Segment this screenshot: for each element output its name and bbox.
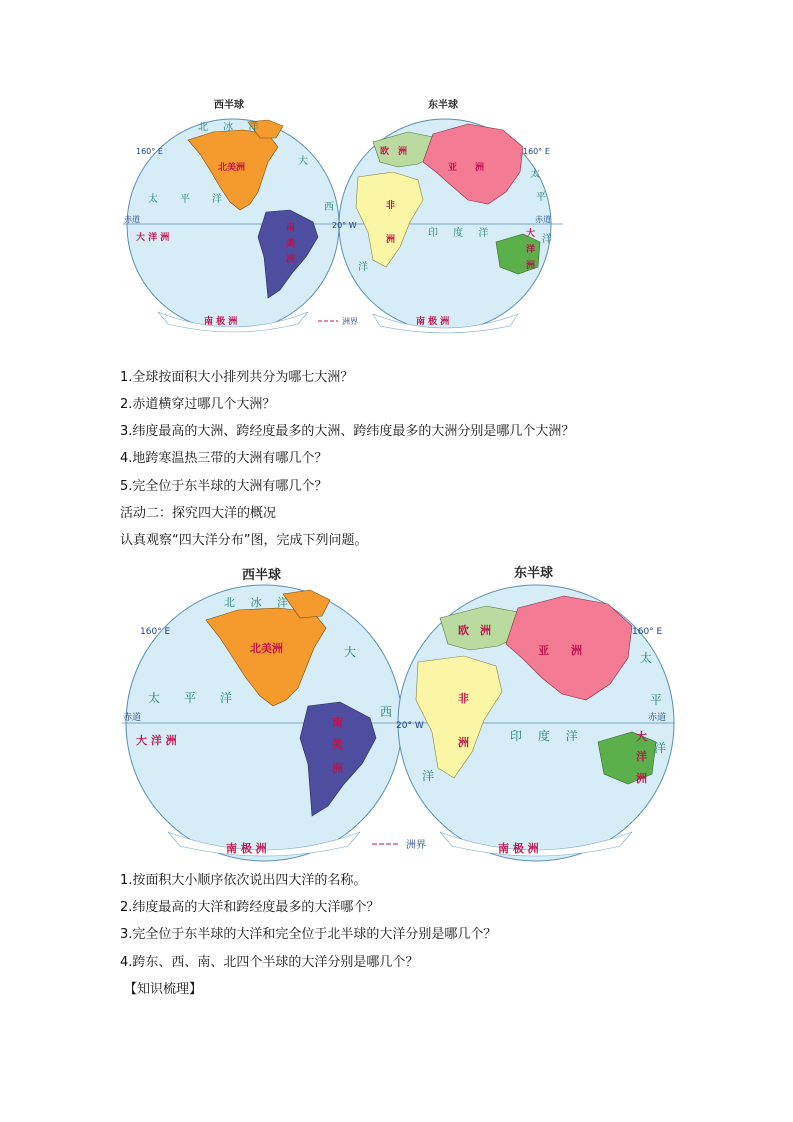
pacific-east-label-2: 平 — [536, 192, 552, 203]
lbl-equator-left-2: 赤道 — [123, 713, 142, 723]
antarctica-west-label-2: 南 极 洲 — [226, 842, 267, 855]
question-1-2: 2.赤道横穿过哪几个大洲？ — [120, 397, 276, 412]
pacific-east-label-3-2: 洋 — [654, 741, 673, 755]
legend-label-2: 洲界 — [406, 840, 426, 851]
africa-label-2: 洲 — [386, 235, 396, 245]
south-america-label-2-2: 美 — [332, 738, 343, 751]
pacific-east-label-2-2: 平 — [650, 693, 669, 707]
lbl-equator-left: 赤道 — [124, 215, 140, 224]
question-2-3: 3.完全位于东半球的大洋和完全位于北半球的大洋分别是哪几个？ — [120, 927, 497, 942]
twin-hemisphere-map-2 — [118, 560, 678, 865]
north-america-label: 北美洲 — [218, 163, 246, 173]
atlantic-west-label: 大 — [298, 156, 314, 167]
indian-ocean-label-2: 印 度 洋 — [510, 729, 584, 743]
oceania-label-1-2: 大 — [636, 730, 647, 743]
activity-instruction: 认真观察“四大洋分布”图，完成下列问题。 — [120, 533, 368, 548]
twin-hemisphere-map — [118, 92, 568, 342]
question-1-3: 3.纬度最高的大洲、跨经度最多的大洲、跨纬度最多的大洲分别是哪几个大洲？ — [120, 424, 575, 439]
activity-title: 活动二：探究四大洋的概况 — [120, 506, 277, 521]
pacific-west-label: 太 平 洋 — [148, 194, 228, 205]
antarctica-west-label: 南 极 洲 — [204, 317, 238, 327]
south-america-label-2: 美 — [286, 239, 296, 249]
atlantic-west-label-2: 大 — [344, 645, 363, 659]
lbl-160e-right: 160° E — [523, 147, 550, 156]
question-1-1: 1.全球按面积大小排列共分为哪七大洲？ — [120, 370, 354, 385]
west-hemisphere-title: 西半球 — [214, 100, 244, 111]
legend-label: 洲界 — [342, 317, 358, 326]
antarctica-east-label-2: 南 极 洲 — [498, 842, 539, 855]
question-2-2: 2.纬度最高的大洋和跨经度最多的大洋哪个？ — [120, 900, 380, 915]
africa-label-1: 非 — [386, 201, 396, 211]
oceania-label-2-2: 洋 — [636, 750, 647, 763]
lbl-equator-right: 赤道 — [535, 215, 551, 224]
lbl-20w: 20° W — [332, 221, 357, 230]
oceania-label-3: 洲 — [526, 261, 536, 271]
question-1-5: 5.完全位于东半球的大洲有哪几个？ — [120, 479, 328, 494]
arctic-ocean-label-2: 北 冰 洋 — [224, 596, 294, 609]
oceania-label-1: 大 — [526, 229, 536, 239]
europe-label-2: 欧 洲 — [458, 624, 491, 637]
pacific-east-label-3: 洋 — [542, 234, 558, 245]
pacific-west-label-2: 太 平 洋 — [148, 691, 239, 705]
indian-ocean-label: 印 度 洋 — [428, 228, 495, 239]
section-heading: 【知识梳理】 — [124, 982, 203, 997]
atlantic-east-label-2: 洋 — [422, 769, 441, 783]
atlantic-east-label: 洋 — [358, 262, 374, 273]
south-america-label-1: 南 — [286, 223, 296, 233]
pacific-east-label-1: 太 — [530, 169, 546, 180]
world-map-1 — [118, 92, 568, 342]
world-map-2 — [118, 560, 678, 865]
lbl-160e-right-2: 160° E — [632, 627, 663, 637]
south-america-label-3: 洲 — [286, 255, 296, 265]
south-america-label-1-2: 南 — [332, 716, 343, 729]
lbl-equator-right-2: 赤道 — [648, 713, 667, 723]
east-hemisphere-title: 东半球 — [428, 100, 458, 111]
oceania-west-label: 大 洋 洲 — [136, 233, 170, 243]
arctic-ocean-label: 北 冰 洋 — [198, 122, 265, 133]
asia-label: 亚 洲 — [448, 163, 485, 173]
east-hemisphere-title-2: 东半球 — [514, 566, 554, 581]
north-america-label-2: 北美洲 — [250, 642, 283, 655]
antarctica-east-label: 南 极 洲 — [416, 317, 450, 327]
oceania-label-3-2: 洲 — [636, 772, 647, 785]
africa-label-2-2: 洲 — [458, 736, 469, 749]
oceania-west-label-2: 大 洋 洲 — [136, 734, 177, 747]
atlantic-west-label-2b: 西 — [380, 705, 399, 719]
south-america-label-3-2: 洲 — [332, 762, 343, 775]
oceania-label-2: 洋 — [526, 245, 536, 255]
question-1-4: 4.地跨寒温热三带的大洲有哪几个？ — [120, 451, 328, 466]
pacific-east-label-1-2: 太 — [640, 651, 659, 665]
lbl-160e-left: 160° E — [136, 147, 163, 156]
asia-label-2: 亚 洲 — [538, 644, 582, 657]
question-2-4: 4.跨东、西、南、北四个半球的大洋分别是哪几个？ — [120, 955, 419, 970]
atlantic-west-label-2: 西 — [324, 202, 340, 213]
question-2-1: 1.按面积大小顺序依次说出四大洋的名称。 — [120, 873, 367, 888]
europe-label: 欧 洲 — [380, 147, 408, 157]
lbl-160e-left-2: 160° E — [140, 627, 171, 637]
africa-label-1-2: 非 — [458, 692, 469, 705]
lbl-20w-2: 20° W — [396, 721, 424, 731]
west-hemisphere-title-2: 西半球 — [242, 568, 282, 583]
